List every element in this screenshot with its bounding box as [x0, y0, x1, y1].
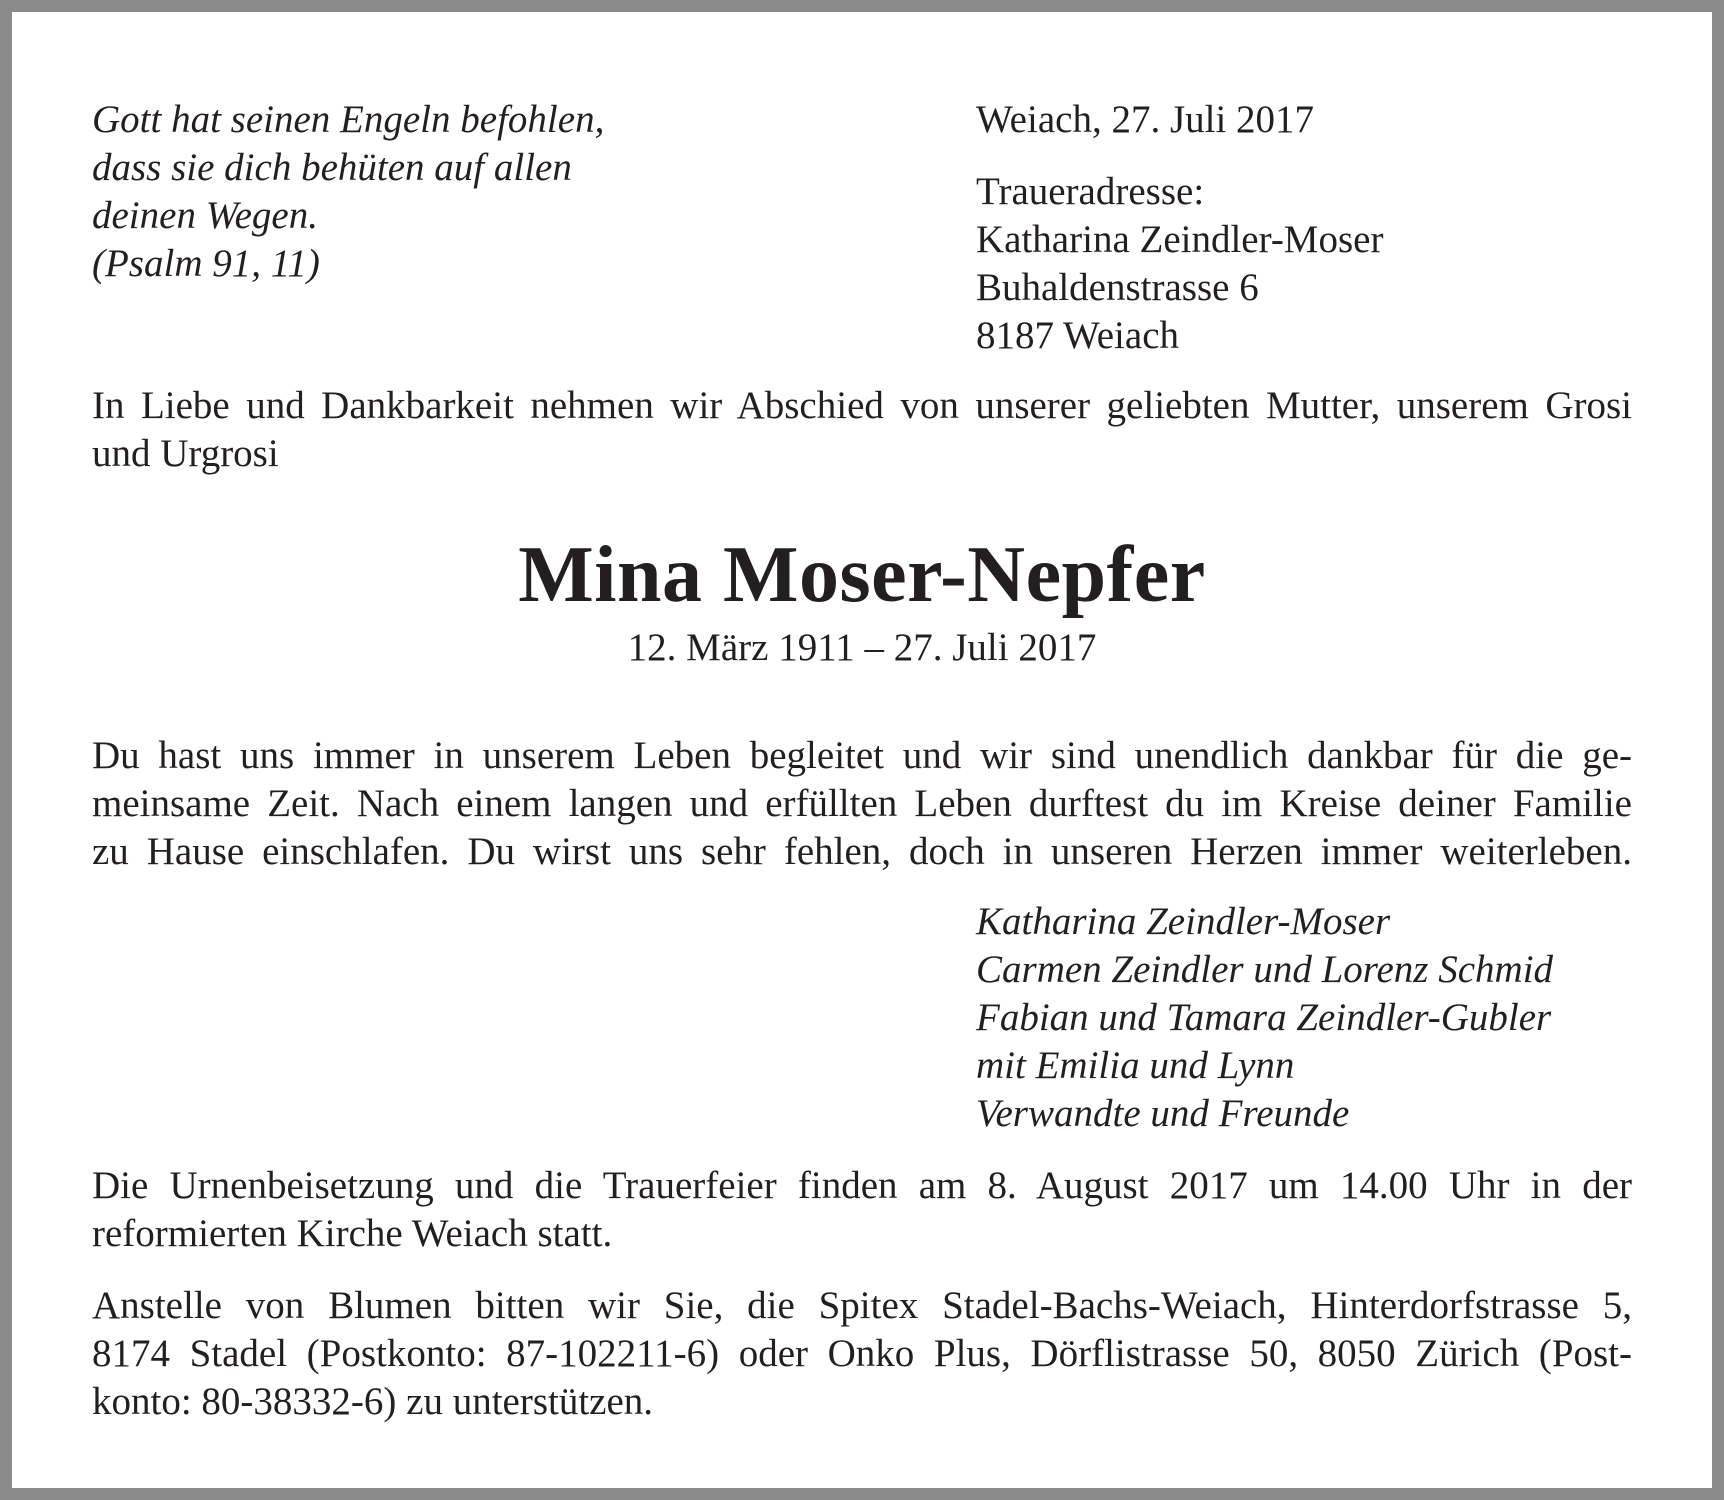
mourning-address [976, 168, 1383, 360]
mourner: mit Emilia und Lynn [976, 1044, 1295, 1087]
intro-line: In Liebe und Dankbarkeit nehmen wir Abschied von unserer geliebten Mutter, unserem Grosi [92, 384, 1632, 427]
mourner: Fabian und Tamara Zeindler-Gubler [976, 996, 1552, 1039]
verse-line: Gott hat seinen Engeln befohlen, [92, 98, 605, 141]
deceased-name: Mina Moser-Nepfer [518, 531, 1206, 619]
farewell-message [92, 732, 1632, 876]
place-date: Weiach, 27. Juli 2017 [976, 98, 1315, 141]
ceremony-line: reformierten Kirche Weiach statt. [92, 1212, 613, 1255]
message-line: Du hast uns immer in unserem Leben begleitet und wir sind unendlich dankbar für die ge- [92, 734, 1632, 777]
mourner: Katharina Zeindler-Moser [976, 900, 1391, 943]
address-street: Buhaldenstrasse 6 [976, 266, 1259, 309]
mourners-list [976, 898, 1553, 1138]
donation-line: konto: 80-38332-6) zu unterstützen. [92, 1380, 654, 1423]
ceremony-line: Die Urnenbeisetzung und die Trauerfeier finden am 8. August 2017 um 14.00 Uhr in der [92, 1164, 1632, 1207]
verse-line: dass sie dich behüten auf allen [92, 146, 572, 189]
donation-line: Anstelle von Blumen bitten wir Sie, die Spitex Stadel-Bachs-Weiach, Hinterdorfstrasse 5, [92, 1284, 1632, 1327]
address-city: 8187 Weiach [976, 314, 1179, 357]
verse-reference: (Psalm 91, 11) [92, 242, 320, 285]
message-line: meinsame Zeit. Nach einem langen und erfüllten Leben durftest du im Kreise deiner Familie [92, 782, 1632, 825]
address-heading: Traueradresse: [976, 170, 1205, 213]
address-name: Katharina Zeindler-Moser [976, 218, 1384, 261]
verse-line: deinen Wegen. [92, 194, 318, 237]
intro-text [92, 382, 1632, 478]
ceremony-info [92, 1162, 1632, 1258]
life-dates: 12. März 1911 – 27. Juli 2017 [627, 626, 1097, 669]
intro-line: und Urgrosi [92, 432, 279, 475]
obituary-notice [12, 12, 1712, 1488]
mourner: Verwandte und Freunde [976, 1092, 1350, 1135]
bible-verse [92, 96, 604, 288]
mourner: Carmen Zeindler und Lorenz Schmid [976, 948, 1554, 991]
donation-line: 8174 Stadel (Postkonto: 87-102211-6) oder Onko Plus, Dörflistrasse 50, 8050 Zürich (Post- [92, 1332, 1632, 1375]
message-line: zu Hause einschlafen. Du wirst uns sehr fehlen, doch in unseren Herzen immer weiterleben. [92, 830, 1632, 873]
donation-info [92, 1282, 1632, 1426]
